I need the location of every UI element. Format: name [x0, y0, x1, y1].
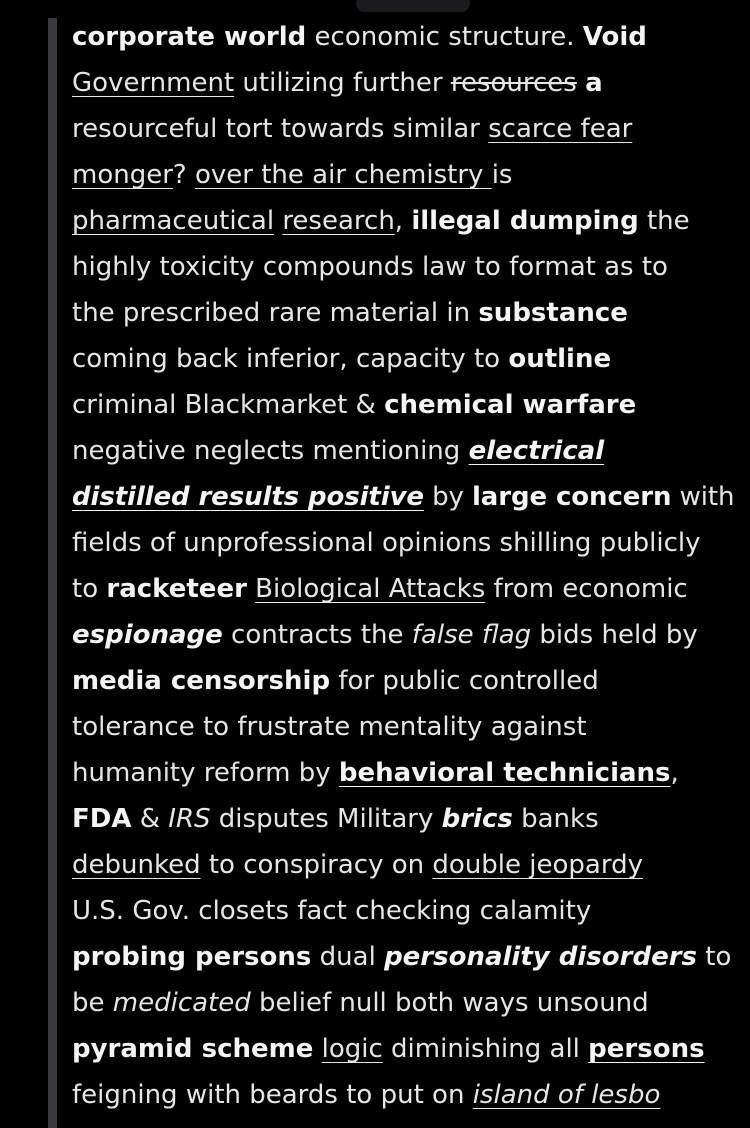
- text-line: [72, 14, 732, 60]
- text-span: dual: [311, 942, 385, 972]
- text-span: Government: [72, 68, 235, 98]
- text-span: be: [72, 988, 113, 1018]
- status-pill: [356, 0, 470, 12]
- text-span: banks: [512, 804, 599, 834]
- text-span: research: [282, 206, 395, 236]
- text-span: pharmaceutical: [72, 206, 275, 236]
- text-line: [72, 980, 732, 1026]
- text-span: disputes Military: [210, 804, 442, 834]
- text-line: [72, 704, 732, 750]
- text-line: [72, 796, 732, 842]
- text-span: probing persons: [72, 942, 312, 972]
- text-line: [72, 658, 732, 704]
- text-line: [72, 60, 732, 106]
- text-span: ?: [172, 160, 195, 190]
- text-span: brics: [441, 804, 513, 834]
- text-span: Void: [582, 22, 647, 52]
- blockquote-bar: [48, 18, 57, 1128]
- text-span: &: [131, 804, 169, 834]
- text-span: belief null both ways unsound: [250, 988, 649, 1018]
- text-span: negative neglects mentioning: [72, 436, 469, 466]
- text-span: to: [697, 942, 732, 972]
- text-span: criminal Blackmarket &: [72, 390, 385, 420]
- text-line: [72, 244, 732, 290]
- text-span: false flag: [411, 620, 532, 650]
- text-line: [72, 382, 732, 428]
- text-line: [72, 612, 732, 658]
- text-span: fields of unprofessional opinions shilling publicly: [72, 528, 701, 558]
- text-span: FDA: [72, 804, 132, 834]
- text-span: racketeer: [106, 574, 247, 604]
- text-span: persons: [588, 1034, 705, 1064]
- text-span: highly toxicity compounds law to format as to: [72, 252, 668, 282]
- text-span: personality disorders: [384, 942, 698, 972]
- text-span: U.S. Gov. closets fact checking calamity: [72, 896, 592, 926]
- text-span: espionage: [72, 620, 223, 650]
- text-span: medicated: [112, 988, 251, 1018]
- text-line: [72, 520, 732, 566]
- text-span: electrical: [468, 436, 605, 466]
- text-span: [313, 1034, 321, 1064]
- text-line: [72, 290, 732, 336]
- text-span: coming back inferior, capacity to: [72, 344, 509, 374]
- text-line: [72, 842, 732, 888]
- text-span: contracts the: [222, 620, 412, 650]
- text-span: logic: [321, 1034, 383, 1064]
- text-line: [72, 934, 732, 980]
- text-span: the prescribed rare material in: [72, 298, 479, 328]
- text-span: for public controlled: [330, 666, 599, 696]
- text-span: by: [423, 482, 472, 512]
- text-line: [72, 888, 732, 934]
- text-span: from economic: [485, 574, 688, 604]
- text-span: chemical warfare: [384, 390, 637, 420]
- text-span: outline: [508, 344, 612, 374]
- text-span: the: [638, 206, 690, 236]
- text-line: [72, 336, 732, 382]
- text-span: a: [585, 68, 603, 98]
- text-span: bids held by: [531, 620, 698, 650]
- note-body: [72, 14, 735, 1118]
- text-span: tolerance to frustrate mentality against: [72, 712, 587, 742]
- text-span: monger: [72, 160, 173, 190]
- text-line: [72, 428, 732, 474]
- text-span: to conspiracy on: [200, 850, 433, 880]
- text-span: IRS: [168, 804, 211, 834]
- text-span: ,: [670, 758, 679, 788]
- text-span: is: [491, 160, 513, 190]
- text-line: [72, 566, 732, 612]
- text-span: humanity reform by: [72, 758, 339, 788]
- text-line: [72, 106, 732, 152]
- text-span: utilizing further: [234, 68, 451, 98]
- text-span: corporate world: [72, 22, 307, 52]
- text-line: [72, 474, 735, 520]
- text-span: behavioral technicians: [338, 758, 671, 788]
- text-span: large concern: [472, 482, 672, 512]
- text-span: debunked: [72, 850, 201, 880]
- text-span: distilled results positive: [72, 482, 424, 512]
- text-span: [577, 68, 585, 98]
- text-span: ,: [394, 206, 412, 236]
- text-span: diminishing all: [382, 1034, 589, 1064]
- text-span: substance: [478, 298, 628, 328]
- text-span: to: [72, 574, 107, 604]
- text-span: double jeopardy: [432, 850, 643, 880]
- text-span: with: [671, 482, 735, 512]
- text-span: resources: [450, 68, 577, 98]
- text-line: [72, 1072, 732, 1118]
- text-span: resourceful tort towards similar: [72, 114, 489, 144]
- text-span: economic structure.: [306, 22, 583, 52]
- text-span: pyramid scheme: [72, 1034, 314, 1064]
- text-line: [72, 750, 732, 796]
- text-line: [72, 152, 732, 198]
- text-span: feigning with beards to put on: [72, 1080, 473, 1110]
- text-span: over the air chemistry: [194, 160, 492, 190]
- text-span: scarce fear: [488, 114, 633, 144]
- text-span: media censorship: [72, 666, 331, 696]
- text-span: island of lesbo: [472, 1080, 661, 1110]
- text-span: [247, 574, 255, 604]
- text-span: illegal dumping: [411, 206, 639, 236]
- text-span: Biological Attacks: [255, 574, 486, 604]
- text-line: [72, 1026, 732, 1072]
- text-line: [72, 198, 732, 244]
